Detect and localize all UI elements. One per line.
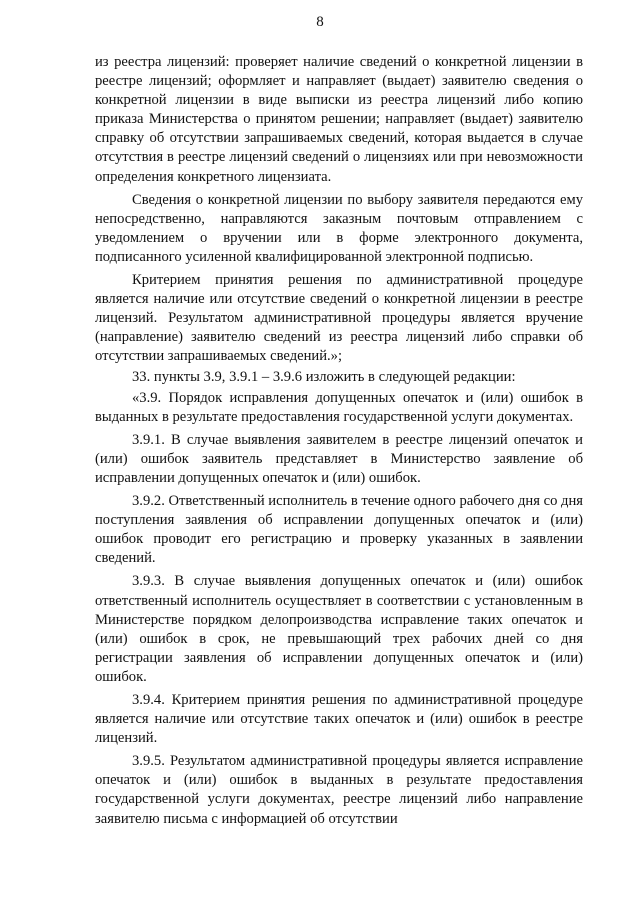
- page-number: 8: [316, 14, 324, 30]
- paragraph-3-9: «3.9. Порядок исправления допущенных опечаток и (или) ошибок в выданных в результате предоставления государственной услуги документах.: [95, 389, 583, 425]
- paragraph-decision-criterion: Критерием принятия решения по административной процедуре является наличие или отсутствие сведений о конкретной лицензии в реестре лицензий. Результатом административной процедуры является вручение (направление) заявителю сведений из реестра лицензий либо справки об отсутствии запрашиваемых сведений.»;: [95, 272, 583, 365]
- paragraph-3-9-3: 3.9.3. В случае выявления допущенных опечаток и (или) ошибок ответственный исполнитель осуществляет в соответствии с установленным в Министерстве порядком делопроизводства исправление таких опечаток и (или) ошибок в срок, не превышающий трех рабочих дней со дня регистрации заявления об исправлении допущенных опечаток и (или) ошибок.: [95, 573, 583, 685]
- document-body: [95, 53, 583, 829]
- paragraph-3-9-1: 3.9.1. В случае выявления заявителем в реестре лицензий опечаток и (или) ошибок заявитель представляет в Министерство заявление об исправлении допущенных опечаток и (или) ошибок.: [95, 431, 583, 486]
- paragraph-continuation: из реестра лицензий: проверяет наличие сведений о конкретной лицензии в реестре лицензий; оформляет и направляет (выдает) заявителю сведения о конкретной лицензии в виде выписки из реестра лицензий либо копию приказа Министерства о принятом решении; направляет (выдает) заявителю справку об отсутствии запрашиваемых сведений, которая выдается в случае отсутствия в реестре лицензий сведений о лицензиях или при невозможности определения конкретного лицензиата.: [95, 54, 583, 185]
- paragraph-3-9-2: 3.9.2. Ответственный исполнитель в течение одного рабочего дня со дня поступления заявления об исправлении допущенных опечаток и (или) ошибок проводит его регистрацию и проверку указанных в заявлении сведений.: [95, 493, 583, 567]
- paragraph-3-9-5: 3.9.5. Результатом административной процедуры является исправление опечаток и (или) ошибок в выданных в результате предоставления государственной услуги документах, реестре лицензий либо направление заявителю письма с информацией об отсутствии: [95, 753, 583, 827]
- paragraph-license-info-delivery: Сведения о конкретной лицензии по выбору заявителя передаются ему непосредственно, направляются заказным почтовым отправлением с уведомлением о вручении или в форме электронного документа, подписанного усиленной квалифицированной электронной подписью.: [95, 191, 583, 265]
- paragraph-item-33: 33. пункты 3.9, 3.9.1 – 3.9.6 изложить в следующей редакции:: [132, 369, 516, 385]
- paragraph-3-9-4: 3.9.4. Критерием принятия решения по административной процедуре является наличие или отсутствие таких опечаток и (или) ошибок в реестре лицензий.: [95, 692, 583, 747]
